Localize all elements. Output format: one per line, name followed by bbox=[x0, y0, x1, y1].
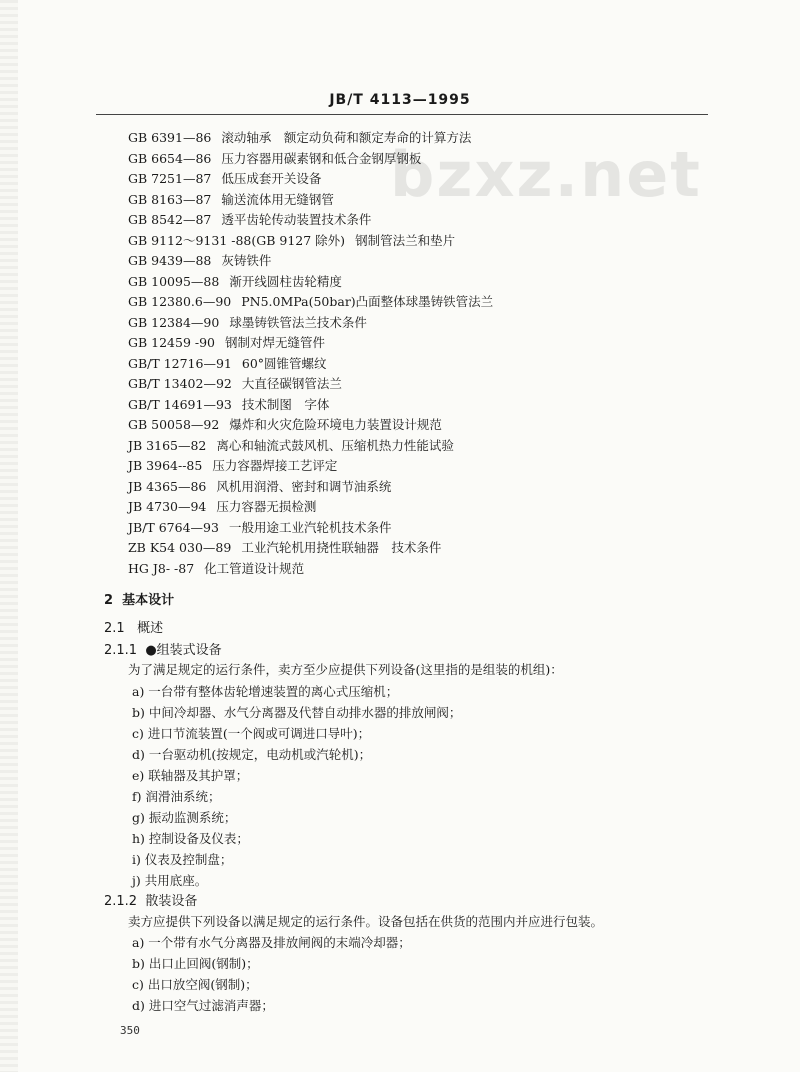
reference-item bbox=[128, 538, 728, 559]
section-number: 2.1 bbox=[104, 621, 125, 636]
ref-code: JB 4365—86 bbox=[128, 478, 207, 494]
ref-title: 化工管道设计规范 bbox=[204, 560, 305, 576]
ref-title: 工业汽轮机用挠性联轴器 技术条件 bbox=[241, 540, 442, 555]
ref-title: 60°圆锥管螺纹 bbox=[241, 355, 327, 371]
section-title: 概述 bbox=[137, 621, 164, 636]
section-2-heading bbox=[104, 589, 174, 608]
ref-code: GB 50058—92 bbox=[128, 417, 220, 432]
list-item: j) 共用底座。 bbox=[132, 873, 208, 888]
ref-code: GB 12384—90 bbox=[128, 314, 220, 330]
reference-item bbox=[128, 333, 728, 354]
ref-title: 低压成套开关设备 bbox=[221, 171, 322, 186]
section-title: ●组装式设备 bbox=[145, 643, 222, 658]
section-title: 基本设计 bbox=[122, 593, 175, 608]
page-number: 350 bbox=[120, 1024, 140, 1037]
ref-code: GB 6391—86 bbox=[128, 130, 212, 145]
ref-code: GB 7251—87 bbox=[128, 171, 212, 186]
paragraph: 为了满足规定的运行条件，卖方至少应提供下列设备(这里指的是组装的机组)： bbox=[128, 662, 563, 677]
reference-item bbox=[128, 354, 728, 375]
reference-item bbox=[128, 518, 728, 539]
ref-code: ZB K54 030—89 bbox=[128, 540, 232, 555]
ref-title: 透平齿轮传动装置技术条件 bbox=[221, 212, 372, 227]
ref-code: GB/T 12716—91 bbox=[128, 355, 232, 371]
ref-title: 灰铸铁件 bbox=[221, 253, 272, 268]
reference-item bbox=[128, 190, 728, 211]
ref-title: 技术制图 字体 bbox=[241, 396, 330, 412]
ref-title: 一般用途工业汽轮机技术条件 bbox=[228, 519, 392, 535]
list-item: h) 控制设备及仪表； bbox=[132, 831, 249, 846]
reference-item bbox=[128, 497, 728, 518]
ref-code: HG J8- -87 bbox=[128, 560, 195, 576]
header-rule bbox=[96, 114, 708, 115]
reference-item bbox=[128, 395, 728, 416]
section-2-1-heading bbox=[104, 617, 163, 636]
list-item: d) 进口空气过滤消声器； bbox=[132, 998, 274, 1013]
reference-item bbox=[128, 231, 728, 252]
ref-title: 钢制对焊无缝管件 bbox=[225, 335, 326, 350]
reference-item bbox=[128, 559, 728, 580]
ref-code: JB 3964--85 bbox=[128, 458, 203, 473]
list-item: a) 一台带有整体齿轮增速装置的离心式压缩机； bbox=[132, 684, 399, 699]
ref-title: 渐开线圆柱齿轮精度 bbox=[229, 273, 342, 289]
scan-binding-edge bbox=[0, 0, 18, 1072]
section-2-1-2-heading bbox=[104, 890, 197, 909]
reference-item bbox=[128, 415, 728, 436]
list-item: a) 一个带有水气分离器及排放闸阀的末端冷却器； bbox=[132, 935, 411, 950]
ref-title: 钢制管法兰和垫片 bbox=[355, 232, 456, 248]
ref-title: 风机用润滑、密封和调节油系统 bbox=[216, 478, 392, 494]
list-item: c) 出口放空阀(钢制)； bbox=[132, 977, 258, 992]
reference-item bbox=[128, 313, 728, 334]
ref-code: GB 6654—86 bbox=[128, 150, 212, 166]
standard-code-header: JB/T 4113—1995 bbox=[329, 92, 471, 108]
list-item: c) 进口节流装置(一个阀或可调进口导叶)； bbox=[132, 726, 371, 741]
reference-item bbox=[128, 436, 728, 457]
list-item: b) 中间冷却器、水气分离器及代替自动排水器的排放闸阀； bbox=[132, 705, 462, 720]
paragraph: 卖方应提供下列设备以满足规定的运行条件。设备包括在供货的范围内并应进行包装。 bbox=[128, 914, 604, 929]
reference-item bbox=[128, 374, 728, 395]
reference-item bbox=[128, 169, 728, 190]
ref-code: GB/T 14691—93 bbox=[128, 396, 232, 412]
ref-title: 压力容器用碳素钢和低合金钢厚钢板 bbox=[221, 150, 422, 166]
ref-title: 离心和轴流式鼓风机、压缩机热力性能试验 bbox=[216, 437, 454, 453]
ref-title: 滚动轴承 额定动负荷和额定寿命的计算方法 bbox=[221, 130, 472, 145]
ref-title: PN5.0MPa(50bar)凸面整体球墨铸铁管法兰 bbox=[241, 294, 494, 309]
section-2-1-1-heading bbox=[104, 639, 222, 658]
reference-standards-list bbox=[128, 128, 728, 579]
list-item: b) 出口止回阀(钢制)； bbox=[132, 956, 259, 971]
ref-code: GB/T 13402—92 bbox=[128, 376, 232, 391]
reference-item bbox=[128, 456, 728, 477]
reference-item bbox=[128, 210, 728, 231]
watermark: bzxz.net bbox=[390, 138, 702, 211]
ref-code: GB 9439—88 bbox=[128, 253, 212, 268]
section-number: 2.1.1 bbox=[104, 643, 138, 658]
section-title: 散装设备 bbox=[145, 894, 198, 909]
ref-code: GB 10095—88 bbox=[128, 273, 220, 289]
list-item: i) 仪表及控制盘； bbox=[132, 852, 233, 867]
section-number: 2 bbox=[104, 593, 114, 608]
list-item: e) 联轴器及其护罩； bbox=[132, 768, 249, 783]
reference-item bbox=[128, 128, 728, 149]
ref-title: 压力容器焊接工艺评定 bbox=[212, 458, 338, 473]
reference-item bbox=[128, 292, 728, 313]
list-item: g) 振动监测系统； bbox=[132, 810, 237, 825]
reference-item bbox=[128, 477, 728, 498]
ref-code: GB 8542—87 bbox=[128, 212, 212, 227]
ref-title: 输送流体用无缝钢管 bbox=[221, 191, 334, 207]
list-item: d) 一台驱动机(按规定，电动机或汽轮机)； bbox=[132, 747, 372, 762]
reference-item bbox=[128, 251, 728, 272]
section-number: 2.1.2 bbox=[104, 894, 138, 909]
ref-title: 球墨铸铁管法兰技术条件 bbox=[229, 314, 367, 330]
ref-code: JB/T 6764—93 bbox=[128, 519, 219, 535]
ref-code: GB 9112～9131 -88(GB 9127 除外) bbox=[128, 232, 346, 248]
ref-title: 压力容器无损检测 bbox=[216, 499, 317, 514]
ref-code: JB 3165—82 bbox=[128, 437, 207, 453]
ref-title: 大直径碳钢管法兰 bbox=[241, 376, 342, 391]
reference-item bbox=[128, 149, 728, 170]
list-item: f) 润滑油系统； bbox=[132, 789, 221, 804]
ref-code: JB 4730—94 bbox=[128, 499, 207, 514]
ref-title: 爆炸和火灾危险环境电力装置设计规范 bbox=[229, 417, 442, 432]
reference-item bbox=[128, 272, 728, 293]
ref-code: GB 12459 -90 bbox=[128, 335, 216, 350]
ref-code: GB 12380.6—90 bbox=[128, 294, 232, 309]
ref-code: GB 8163—87 bbox=[128, 191, 212, 207]
